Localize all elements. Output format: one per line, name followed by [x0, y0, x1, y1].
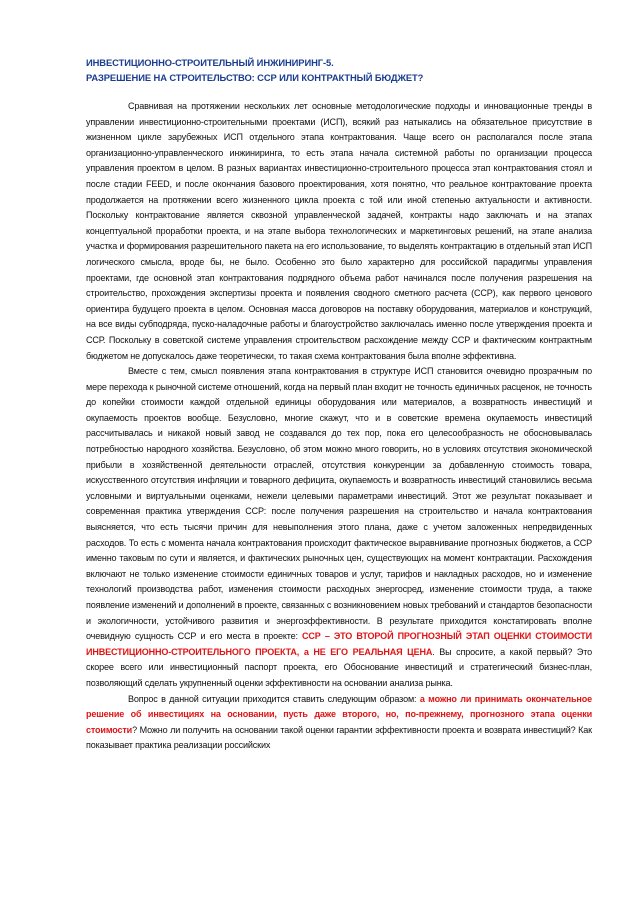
title-line-1: ИНВЕСТИЦИОННО-СТРОИТЕЛЬНЫЙ ИНЖИНИРИНГ-5.	[86, 57, 334, 68]
paragraph-2-text: Вместе с тем, смысл появления этапа контрактования в структуре ИСП становится очевидно прозрачным по мере перехода к рыночной системе отношений, когда на первый план входит не точность единичных расценок, не точность до копейки стоимости каждой отдельной единицы оборудования или материалов, а возвратность инвестиций и окупаемость проектов вообще. Безусловно, многие скажут, что и в советские времена окупаемость инвестиций рассчитывалась и никакой новый завод не создавался до тех пор, пока его целесообразность не обосновывалась потребностью народного хозяйства. Безусловно, об этом можно много говорить, но в условиях отсутствия экономической прибыли в хозяйственной деятельности отраслей, отсутствия конкуренции за добавленную стоимость товара, искусственного отсутствия инфляции и товарного дефицита, окупаемость и возвратность инвестиций становились весьма условными и виртуальными оценками, нежели целевыми параметрами инвестиций. Этот же результат показывает и современная практика утверждения ССР: после получения разрешения на строительство и начала контрактования выясняется, что есть тысячи причин для невыполнения этого плана, даже с учетом заложенных непредвиденных расходов. То есть с момента начала контрактования происходит фактическое выравнивание прогнозных бюджетов, а ССР именно таковым по сути и является, и фактических рыночных цен, существующих на момент контрактации. Расхождения включают не только изменение стоимости единичных товаров и услуг, тарифов и накладных расходов, но и изменение технологий производства работ, изменения стоимости расходных энергосред, изменение стоимости труда, а также появление изменений и дополнений в проекте, связанных с возникновением новых требований и стандартов безопасности и экологичности, устойчивого развития и энергоэффективности. В результате приходится констатировать вполне очевидную сущность ССР и его места в проекте:	[86, 366, 592, 642]
paragraph-2-highlight: ССР – ЭТО ВТОРОЙ ПРОГНОЗНЫЙ ЭТАП ОЦЕНКИ СТОИМОСТИ ИНВЕСТИЦИОННО-СТРОИТЕЛЬНОГО ПРОЕКТА, а НЕ ЕГО РЕАЛЬНАЯ ЦЕНА	[86, 631, 592, 657]
title-line-2: РАЗРЕШЕНИЕ НА СТРОИТЕЛЬСТВО: ССР ИЛИ КОНТРАКТНЫЙ БЮДЖЕТ?	[86, 72, 424, 83]
document-title	[86, 55, 592, 85]
paragraph-1: Сравнивая на протяжении нескольких лет основные методологические подходы и инновационные тренды в управлении инвестиционно-строительными проектами (ИСП), всякий раз натыкались на обязательное присутствие в жизненном цикле зарубежных ИСП отдельного этапа контрактования. Чаще всего он располагался после этапа организационно-управленческого инжиниринга, то есть этапа начала системной работы по организации процесса управления проектом в целом. В разных вариантах инвестиционно-строительного процесса этап контрактования стоял и после стадии FEED, и после окончания базового проектирования, хотя понятно, что реальное контрактование проекта продолжается на протяжении всего жизненного цикла проекта с той или иной степенью актуальности и активности. Поскольку контрактование является сквозной управленческой задачей, контракты надо заключать и на этапах концептуальной проработки проекта, и на этапе выбора технологических и маркетинговых решений, на этапе анализа участка и формирования разрешительного пакета на его использование, то выделять контрактацию в отдельный этап ИСП логического смысла, вроде бы, не было. Особенно это было характерно для российской парадигмы управления проектами, где основной этап контрактования подрядного объема работ начинался после получения разрешения на строительство, прохождения экспертизы проекта и появления сводного сметного расчета (ССР), как первого ценового ориентира будущего проекта в целом. Основная масса договоров на поставку оборудования, материалов и конструкций, на все виды субподряда, пуско-наладочные работы и благоустройство заключалась именно после утверждения проекта и ССР. Поскольку в советской системе управления строительством расхождение между ССР и фактическим контрактным бюджетом не допускалось даже теоретически, то такая схема контрактования была вполне эффективна.	[86, 101, 592, 361]
paragraph-2	[86, 364, 592, 691]
paragraph-3-text: Вопрос в данной ситуации приходится ставить следующим образом:	[128, 693, 420, 704]
paragraph-3-text-end: ? Можно ли получить на основании такой оценки гарантии эффективности проекта и возврата инвестиций? Как показывает практика реализации российских	[86, 724, 592, 751]
paragraph-3	[86, 692, 592, 754]
paragraph-2-text-end: . Вы спросите, а какой первый? Это скорее всего или инвестиционный паспорт проекта, его Обоснование инвестиций и стратегический бизнес-план, позволяющий сделать укрупненный оценки эффективности на основании анализа рынка.	[86, 646, 592, 688]
document-body	[86, 99, 592, 754]
paragraph-3-highlight: а можно ли принимать окончательное решение об инвестициях на основании, пусть даже второго, но, по-прежнему, прогнозного этапа оценки стоимости	[86, 693, 592, 735]
